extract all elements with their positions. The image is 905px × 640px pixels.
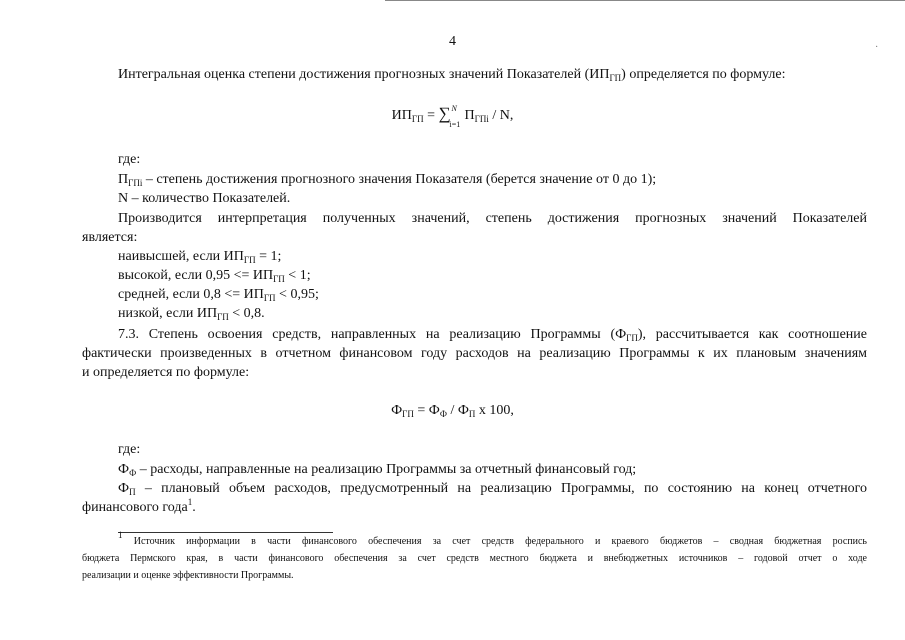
level-highest: наивысшей, если $ИП_{ГП} = 1$; [118,249,282,265]
section-7-3-line-1: 7.3. Степень освоения средств, направленных на реализацию Программы $(Ф_{ГП})$, рассчитывается как соотношение [118,327,867,343]
where-label-2: где: [118,442,141,457]
footnote-line-3: реализации и оценке эффективности Программы. [82,570,294,581]
interpretation-line-2: является: [82,230,138,245]
formula-funds-utilization: $Ф_{ГП} = Ф_Ф / Ф_П$ x 100, [391,403,514,419]
page-number: 4 [449,34,456,49]
footnote-reference[interactable]: 1 [187,497,193,507]
level-medium: средней, если $0,8 <= ИП_{ГП} < 0,95$; [118,287,319,303]
definition-fp-line-1: $Ф_П$ – плановый объем расходов, предусмотренный на реализацию Программы, по состоянию на конец отчетного [118,481,867,497]
definition-p-gpi: $П_{ГПi}$ – степень достижения прогнозного значения Показателя (берется значение от 0 до 1); [118,172,657,188]
interpretation-line-1: Производится интерпретация полученных значений, степень достижения прогнозных значений Показателей [118,211,867,226]
definition-fp-line-2: финансового года$^1$. [82,497,196,515]
footnote-line-1: $^1$ Источник информации в части финансового обеспечения за счет средств федерального и краевого бюджетов – сводная бюджетная роспись [118,530,867,547]
summation-symbol: ∑ N i=1 [438,104,461,129]
scan-speck: · [875,42,879,53]
level-low: низкой, если $ИП_{ГП} < 0,8$. [118,306,265,322]
scan-edge-line [385,0,905,1]
footnote-line-2: бюджета Пермского края, в части финансового обеспечения за счет средств местного бюджета и внебюджетных источников – годовой отчет о ходе [82,553,867,564]
level-high: высокой, если $0,95 <= ИП_{ГП} < 1$; [118,268,311,284]
definition-ff: $Ф_Ф$ – расходы, направленные на реализацию Программы за отчетный финансовый год; [118,462,637,478]
where-label-1: где: [118,152,141,167]
footnote [82,530,867,584]
formula-integral-score: $ИП_{ГП}$ = ∑ N i=1 $П_{ГПi}$ / N, [391,104,514,129]
intro-paragraph: Интегральная оценка степени достижения прогнозных значений Показателей $(ИП_{ГП})$ определяется по формуле: [118,67,786,83]
section-7-3-line-2: фактически произведенных в отчетном финансовом году расходов на реализацию Программы к их плановым значениям [82,346,867,361]
definition-n: N – количество Показателей. [118,191,291,206]
section-7-3-line-3: и определяется по формуле: [82,365,250,380]
